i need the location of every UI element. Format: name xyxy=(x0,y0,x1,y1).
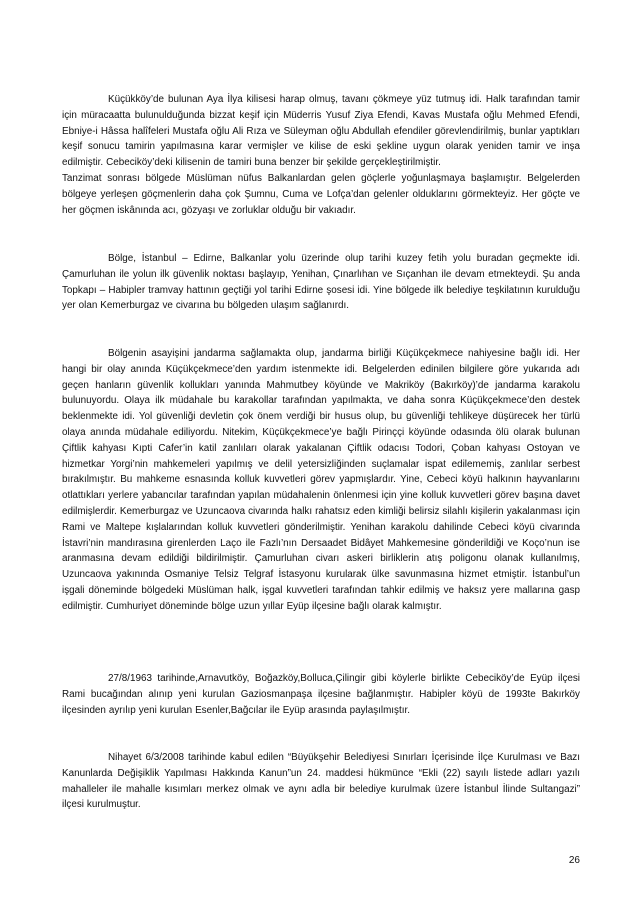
page-number: 26 xyxy=(568,855,580,866)
paragraph-tanzimat: Tanzimat sonrası bölgede Müslüman nüfus Balkanlardan gelen göçlerle yoğunlaşmaya başlamıştır. Belgelerden bölgeye yerleşen göçmenlerin daha çok Şumnu, Cuma ve Lofça’dan gelenler olduklarını görmekteyiz. Her göçte ve her göçmen iskânında acı, gözyaşı ve zorluklar olduğu bir vakıadır. xyxy=(62,173,580,216)
paragraph-asayis: Bölgenin asayişini jandarma sağlamakta olup, jandarma birliği Küçükçekmece nahiyesine bağlı idi. Her hangi bir olay anında Küçükçekmece’den yardım istenmekte idi. Belgelerden edinilen bilgilere göre yukarıda adı geçen hanların güvenlik kollukları yanında Mahmutbey köyünde ve Makriköy (Bakırköy)’de jandarma karakolu bulunuyordu. Olaya ilk müdahale bu karakollar tarafından yapılmakta, ve daha sonra Küçükçekmece’den destek beklenmekte idi. Yol güvenliği devletin çok önem verdiği bir husus olup, bu güvenliği tehlikeye düşürecek her türlü olaya anında müdahale ediliyordu. Nitekim, Küçükçekmece’ye bağlı Pirinççi köyünde odasında ölü olarak bulunan Çiftlik kahyası Kıpti Cafer’in katil zanlıları olarak yakalanan Çiftlik odacısı Todori, Çoban kahyası Ostoyan ve hizmetkar Yorgi’nin mahkemeleri yapılmış ve delil yetersizliğinden suçlamalar ispat edilememiş, zanlılar serbest bırakılmıştır. Bu mahkeme esnasında kolluk kuvvetleri görev yapmışlardır. Yine, Cebeci köyü halkının hayvanlarını otlattıkları yerlere yabancılar tarafından yapılan müdahalenin önlenmesi için yine kolluk kuvvetleri görev başına davet edilmişlerdir. Kemerburgaz ve Uzuncaova civarında halkı rahatsız eden kimliği belirsiz silahlı kişilerin yakalanması için Rami ve Maltepe kışlalarından kolluk kuvvetleri gönderilmiştir. Yenihan karakolu dahilinde Cebeci köyü civarında İstavri’nin mandırasına girenlerden Laço ile Fazlı’nın Dersaadet Bidâyet Mahkemesine gönderildiği ve Koço’nun ise aranmasına devam edildiği bildirilmiştir. Çamurluhan civarı askeri birliklerin atış poligonu olanak kullanılmış, Uzuncaova yakınında Osmaniye Telsiz Telgraf İstasyonu kurularak ülke savunmasına hizmet etmiştir. İstanbul’un işgali döneminde bölgedeki Müslüman halk, işgal kuvvetleri tarafından tahkir edilmiş ve haksız yere mallarına gasp edilmiştir. Cumhuriyet döneminde bölge uzun yıllar Eyüp ilçesine bağlı olarak kalmıştır. xyxy=(62,348,580,612)
paragraph-2008: Nihayet 6/3/2008 tarihinde kabul edilen “Büyükşehir Belediyesi Sınırları İçerisinde İlçe Kurulması ve Bazı Kanunlarda Değişiklik Yapılması Hakkında Kanun”un 24. maddesi hükmünce “Ekli (22) sayılı listede adları yazılı mahalleler ile mahalle kısımları merkez olmak ve aynı adla bir belediye kurulmak üzere İstanbul İlinde Sultangazi” ilçesi kurulmuştur. xyxy=(62,752,580,811)
paragraph-bolge-yol: Bölge, İstanbul – Edirne, Balkanlar yolu üzerinde olup tarihi kuzey fetih yolu buradan geçmekte idi. Çamurluhan ile yolun ilk güvenlik noktası başlayıp, Yenihan, Çınarlıhan ve Sıçanhan ile devam etmekteydi. Şu anda Topkapı – Habipler tramvay hattının geçtiği yol tarihi Edirne şosesi idi. Yine bölgede ilk belediye teşkilatının kurulduğu yer olan Kemerburgaz ve civarına bu bölgeden ulaşım sağlanırdı. xyxy=(62,253,580,312)
paragraph-aya-ilya: Küçükköy’de bulunan Aya İlya kilisesi harap olmuş, tavanı çökmeye yüz tutmuş idi. Halk tarafından tamir için müracaatta bulunulduğunda bizzat keşif için Müderris Yusuf Ziya Efendi, Kavas Mustafa oğlu Mehmed Efendi, Ebniye-i Hâssa halîfeleri Mustafa oğlu Ali Rıza ve Süleyman oğlu Abdullah efendiler görevlendirilmiş, bunlar yaptıkları keşif sonucu tamirin yapılmasına karar vermişler ve kilise de eski şekline uygun olarak yeniden tamir ve inşa edilmiştir. Cebeciköy’deki kilisenin de tamiri buna benzer bir şekilde gerçekleştirilmiştir. xyxy=(62,94,580,169)
paragraph-1963: 27/8/1963 tarihinde,Arnavutköy, Boğazköy,Bolluca,Çilingir gibi köylerle birlikte Cebeciköy’de Eyüp ilçesi Rami bucağından alınıp yeni kurulan Gaziosmanpaşa ilçesine bağlanmıştır. Habipler köyü de 1993te Bakırköy ilçesinden ayrılıp yeni kurulan Esenler,Bağcılar ile Eyüp arasında paylaşılmıştır. xyxy=(62,673,580,716)
document-page xyxy=(62,0,580,903)
